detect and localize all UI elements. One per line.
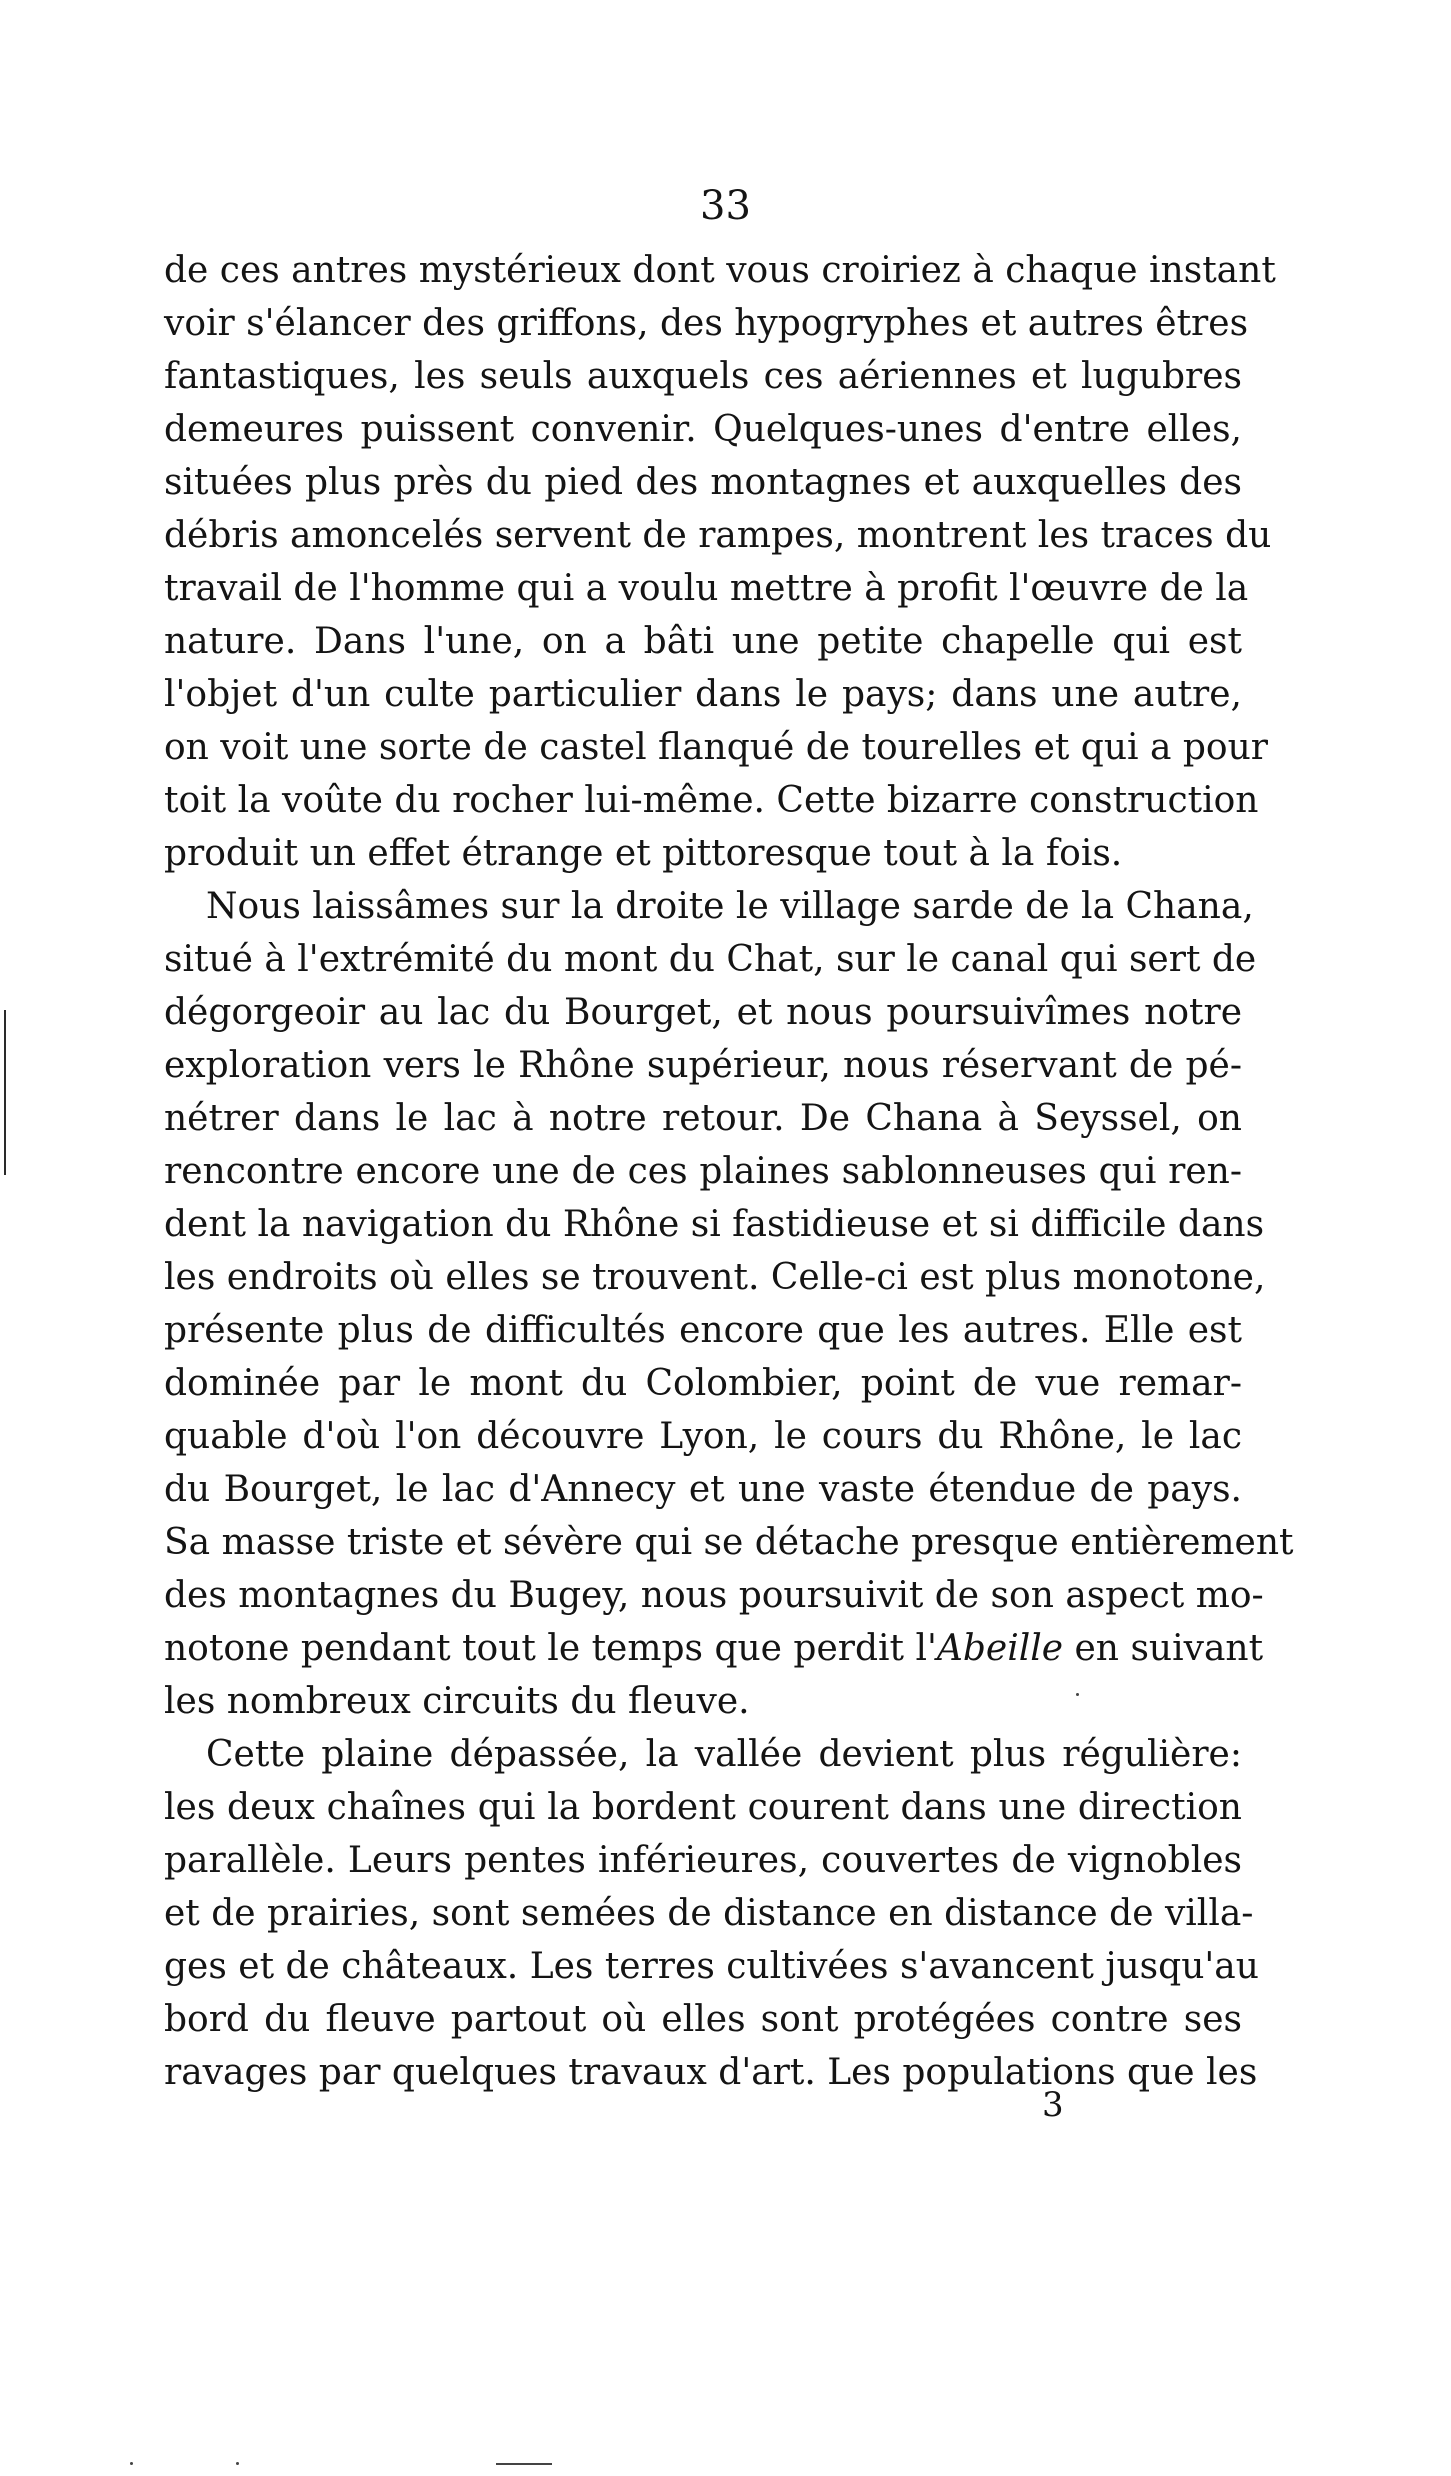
text-line: quable d'où l'on découvre Lyon, le cours du Rhône, le lac	[164, 1416, 1242, 1457]
text-line: les deux chaînes qui la bordent courent dans une direction	[164, 1787, 1242, 1828]
text-line: Sa masse triste et sévère qui se détache presque entièrement	[164, 1522, 1294, 1563]
text-line: Cette plaine dépassée, la vallée devient plus régulière:	[206, 1734, 1242, 1775]
speck	[236, 2462, 239, 2465]
margin-rule	[4, 1010, 6, 1175]
text-line: produit un effet étrange et pittoresque tout à la fois.	[164, 833, 1123, 874]
text-line: les nombreux circuits du fleuve.	[164, 1681, 750, 1722]
text-line: travail de l'homme qui a voulu mettre à profit l'œuvre de la	[164, 568, 1249, 609]
text-line: dent la navigation du Rhône si fastidieuse et si difficile dans	[164, 1204, 1265, 1245]
text-line: on voit une sorte de castel flanqué de tourelles et qui a pour	[164, 727, 1268, 768]
text-line: voir s'élancer des griffons, des hypogryphes et autres êtres	[164, 303, 1249, 344]
text-line: nature. Dans l'une, on a bâti une petite chapelle qui est	[164, 621, 1242, 662]
text-line: présente plus de difficultés encore que les autres. Elle est	[164, 1310, 1242, 1351]
text-line: fantastiques, les seuls auxquels ces aériennes et lugubres	[164, 356, 1242, 397]
text-line: de ces antres mystérieux dont vous croiriez à chaque instant	[164, 250, 1276, 291]
text-line: dégorgeoir au lac du Bourget, et nous poursuivîmes notre	[164, 992, 1242, 1033]
text-line: et de prairies, sont semées de distance en distance de villa-	[164, 1893, 1254, 1934]
text-line: ravages par quelques travaux d'art. Les populations que les	[164, 2052, 1258, 2093]
text-line: des montagnes du Bugey, nous poursuivit de son aspect mo-	[164, 1575, 1264, 1616]
text-line: rencontre encore une de ces plaines sablonneuses qui ren-	[164, 1151, 1242, 1192]
page-number: 33	[700, 183, 751, 229]
text-line: les endroits où elles se trouvent. Celle-ci est plus monotone,	[164, 1257, 1266, 1298]
text-line: dominée par le mont du Colombier, point de vue remar-	[164, 1363, 1242, 1404]
ship-name: Abeille	[936, 1628, 1064, 1669]
paragraph	[164, 1728, 1259, 2099]
text-line: exploration vers le Rhône supérieur, nous réservant de pé-	[164, 1045, 1242, 1086]
signature-mark: 3	[1042, 2085, 1064, 2125]
paragraph	[164, 244, 1276, 880]
speck	[1076, 1693, 1079, 1696]
text-line: du Bourget, le lac d'Annecy et une vaste étendue de pays.	[164, 1469, 1242, 1510]
text-line: toit la voûte du rocher lui-même. Cette bizarre construction	[164, 780, 1259, 821]
bottom-rule	[496, 2463, 552, 2465]
body-text	[164, 244, 1294, 2099]
text-line: bord du fleuve partout où elles sont protégées contre ses	[164, 1999, 1242, 2040]
text-line: débris amoncelés servent de rampes, montrent les traces du	[164, 515, 1272, 556]
text-line: demeures puissent convenir. Quelques-unes d'entre elles,	[164, 409, 1242, 450]
text-line: parallèle. Leurs pentes inférieures, couvertes de vignobles	[164, 1840, 1242, 1881]
text-line: situé à l'extrémité du mont du Chat, sur le canal qui sert de	[164, 939, 1257, 980]
text-line: notone pendant tout le temps que perdit l'Abeille en suivant	[164, 1628, 1264, 1669]
text-line: Nous laissâmes sur la droite le village sarde de la Chana,	[206, 886, 1254, 927]
speck	[130, 2462, 133, 2465]
text-line: l'objet d'un culte particulier dans le pays; dans une autre,	[164, 674, 1242, 715]
paragraph	[164, 880, 1294, 1728]
text-line: nétrer dans le lac à notre retour. De Chana à Seyssel, on	[164, 1098, 1242, 1139]
text-line: ges et de châteaux. Les terres cultivées s'avancent jusqu'au	[164, 1946, 1259, 1987]
text-line: situées plus près du pied des montagnes et auxquelles des	[164, 462, 1242, 503]
